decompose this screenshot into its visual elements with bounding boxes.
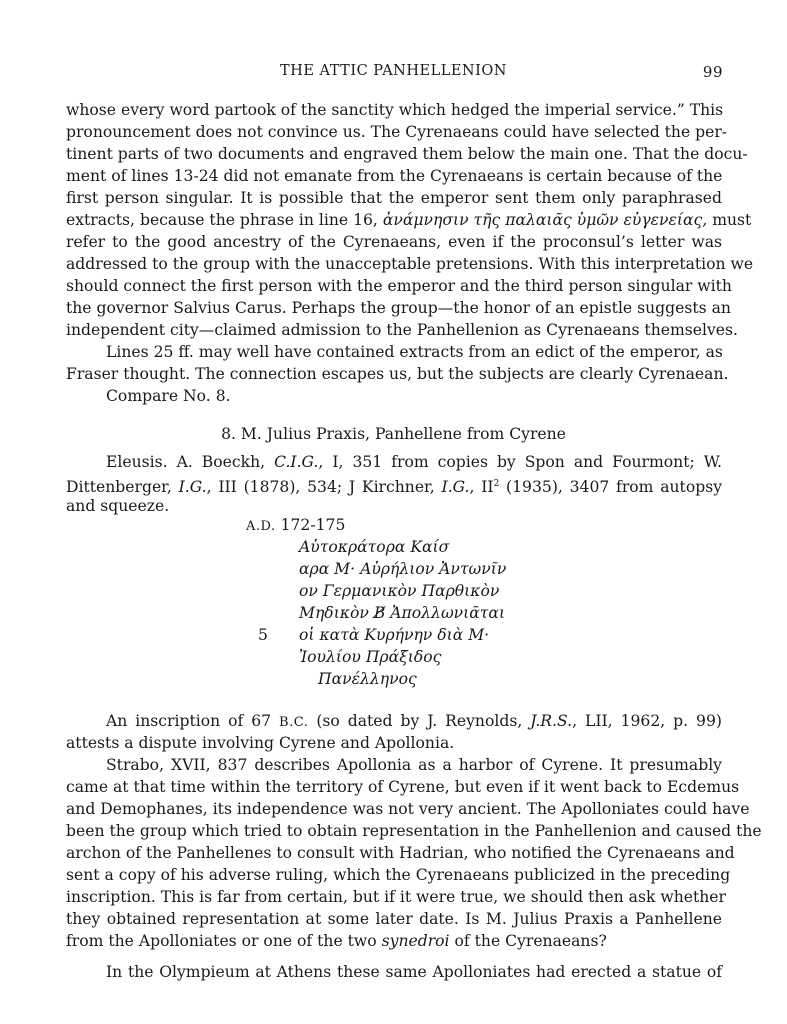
text-span: must bbox=[712, 211, 752, 229]
text-line: attests a dispute involving Cyrene and Apollonia. bbox=[66, 734, 455, 752]
date-range: 172-175 bbox=[280, 516, 346, 534]
text-line: Lines 25 ff. may well have contained extracts from an edict of the emperor, as bbox=[106, 343, 723, 361]
section-heading: 8. M. Julius Praxis, Panhellene from Cyrene bbox=[221, 425, 566, 443]
citation-ig: I.G. bbox=[441, 478, 470, 497]
text-line: inscription. This is far from certain, but if it were true, we should then ask whether bbox=[66, 888, 726, 906]
text-span: , II bbox=[469, 478, 494, 497]
text-line: refer to the good ancestry of the Cyrenaeans, even if the proconsul’s letter was bbox=[66, 233, 722, 251]
text-line: independent city—claimed admission to the Panhellenion as Cyrenaeans themselves. bbox=[66, 321, 738, 339]
inscription-line: Μηδικὸν Β̸ Ἀπολλωνιᾶται bbox=[299, 604, 506, 622]
text-span: extracts, because the phrase in line 16, bbox=[66, 211, 378, 229]
inscription-line: αρα Μ· Αὐρήλιον Ἀντωνῖν bbox=[299, 560, 507, 578]
text-line: tinent parts of two documents and engraved them below the main one. That the docu- bbox=[66, 145, 748, 163]
running-head bbox=[0, 63, 787, 83]
inscription-date bbox=[246, 516, 345, 534]
inscription-line: ον Γερμανικὸν Παρθικὸν bbox=[299, 582, 500, 600]
biblio-line bbox=[66, 473, 722, 495]
compare-line: Compare No. 8. bbox=[106, 387, 231, 405]
inscription-line: Αὐτοκράτορα Καίσ bbox=[299, 538, 450, 556]
text-span: An inscription of 67 bbox=[106, 712, 272, 730]
text-line: In the Olympieum at Athens these same Apolloniates had erected a statue of bbox=[106, 963, 722, 981]
text-span: of the Cyrenaeans? bbox=[454, 932, 607, 950]
running-title: THE ATTIC PANHELLENION bbox=[280, 63, 507, 79]
text-line: addressed to the group with the unacceptable pretensions. With this interpretation we bbox=[66, 255, 754, 273]
text-span: , III (1878), 534; J Kirchner, bbox=[206, 478, 435, 497]
line-number: 5 bbox=[258, 626, 268, 644]
text-line: they obtained representation at some later date. Is M. Julius Praxis a Panhellene bbox=[66, 910, 722, 928]
superscript: 2 bbox=[493, 479, 500, 489]
text-line: pronouncement does not convince us. The Cyrenaeans could have selected the per- bbox=[66, 123, 728, 141]
inscription-line: οἱ κατὰ Κυρήνην διὰ Μ· bbox=[299, 626, 490, 644]
text-span: Dittenberger, bbox=[66, 478, 172, 497]
era-label: B.C. bbox=[279, 715, 309, 730]
text-line: ment of lines 13-24 did not emanate from the Cyrenaeans is certain because of the bbox=[66, 167, 723, 185]
citation-jrs: J.R.S. bbox=[530, 712, 573, 730]
text-span: , I, 351 from copies by Spon and Fourmont; W. bbox=[318, 453, 722, 471]
era-label: A.D. bbox=[246, 519, 276, 534]
text-span: (so dated by J. Reynolds, bbox=[316, 712, 523, 730]
text-line: Fraser thought. The connection escapes us, but the subjects are clearly Cyrenaean. bbox=[66, 365, 729, 383]
biblio-line bbox=[106, 451, 722, 473]
text-line-greek-phrase bbox=[66, 209, 752, 231]
text-line: and Demophanes, its independence was not very ancient. The Apolloniates could have bbox=[66, 800, 750, 818]
citation-cig: C.I.G. bbox=[274, 453, 319, 471]
text-line: came at that time within the territory of Cyrene, but even if it went back to Ecdemus bbox=[66, 778, 740, 796]
inscription-line: Πανέλληνος bbox=[318, 670, 417, 688]
text-span: Eleusis. A. Boeckh, bbox=[106, 453, 266, 471]
text-line bbox=[106, 710, 722, 732]
citation-ig: I.G. bbox=[178, 478, 207, 497]
text-line: should connect the first person with the emperor and the third person singular with bbox=[66, 277, 732, 295]
text-span: from the Apolloniates or one of the two bbox=[66, 932, 377, 950]
greek-phrase: ἀνάμνησιν τῆς παλαιᾶς ὑμῶν εὐγενείας, bbox=[382, 211, 708, 229]
text-line: been the group which tried to obtain representation in the Panhellenion and caused the bbox=[66, 822, 762, 840]
biblio-line: and squeeze. bbox=[66, 497, 170, 515]
inscription-line: Ἰουλίου Πράξιδος bbox=[299, 648, 442, 666]
page-number: 99 bbox=[702, 63, 723, 81]
text-line: first person singular. It is possible that the emperor sent them only paraphrased bbox=[66, 189, 722, 207]
text-span: (1935), 3407 from autopsy bbox=[499, 478, 723, 497]
text-line: archon of the Panhellenes to consult with Hadrian, who notified the Cyrenaeans and bbox=[66, 844, 735, 862]
text-line: sent a copy of his adverse ruling, which the Cyrenaeans publicized in the preceding bbox=[66, 866, 731, 884]
text-span: , LII, 1962, p. 99) bbox=[572, 712, 722, 730]
text-line: whose every word partook of the sanctity which hedged the imperial service.” This bbox=[66, 101, 724, 119]
text-line: the governor Salvius Carus. Perhaps the group—the honor of an epistle suggests an bbox=[66, 299, 731, 317]
term-synedroi: synedroi bbox=[381, 932, 450, 950]
text-line bbox=[66, 930, 722, 952]
text-line: Strabo, XVII, 837 describes Apollonia as a harbor of Cyrene. It presumably bbox=[106, 756, 722, 774]
